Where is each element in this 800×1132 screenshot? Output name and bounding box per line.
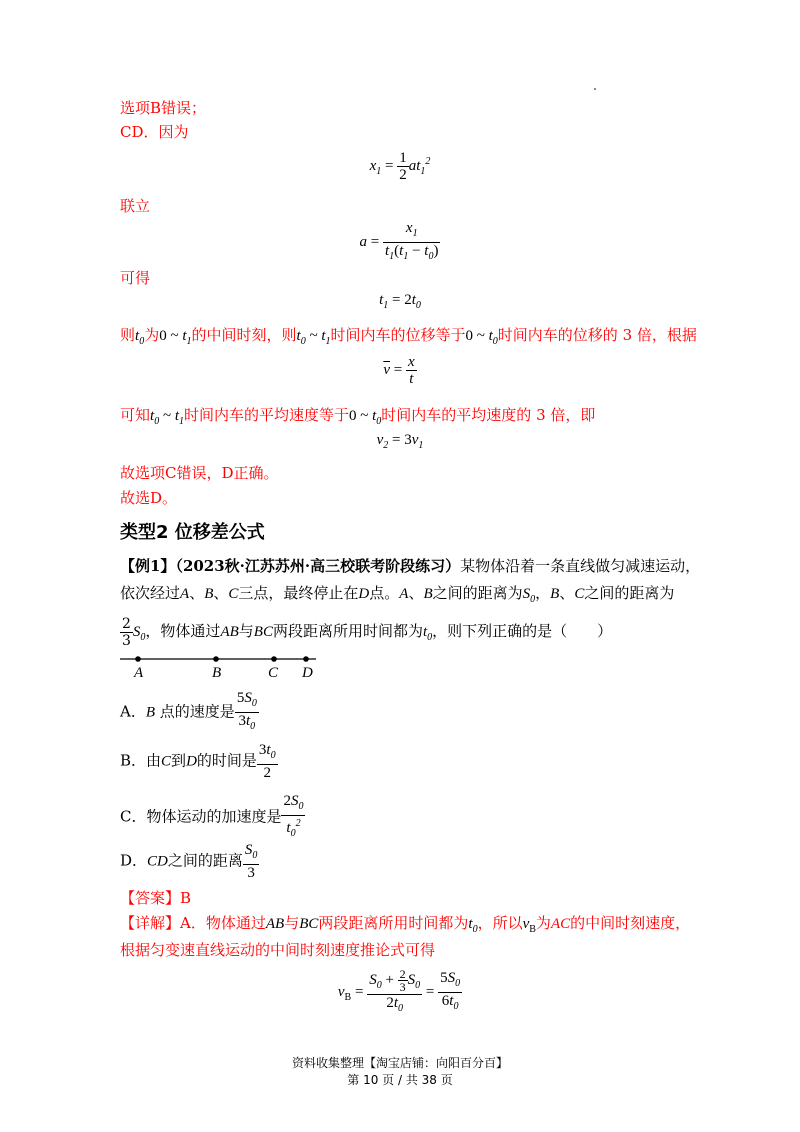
footer-page: 第 10 页 / 共 38 页 — [347, 1073, 453, 1087]
question-line: 依次经过A、B、C三点，最终停止在D点。A、B之间的距离为$S_0$，B、C之间的距离为 — [120, 584, 675, 605]
option-d[interactable]: D．CD之间的距离 $\frac{S_0}{3}$ — [120, 842, 258, 881]
equation-t1: $t_1 = 2t_0$ — [379, 292, 421, 311]
point-marker — [271, 656, 277, 662]
text-line: 故选D。 — [120, 489, 178, 507]
option-a[interactable]: A．B 点的速度是 $\frac{5S_0}{3t_0}$ — [120, 690, 257, 732]
section-heading: 类型2 位移差公式 — [120, 522, 265, 543]
point-label: D — [302, 665, 313, 680]
equation-x1: $x_1$ = $\frac{1}{2}$ $at_1^2$ — [369, 150, 431, 183]
explanation-line: 根据匀变速直线运动的中间时刻速度推论式可得 — [120, 941, 436, 959]
points-diagram — [118, 650, 328, 680]
point-label: B — [212, 665, 222, 680]
question-line: 【例1】（2023秋·江苏苏州·高三校联考阶段练习）某物体沿着一条直线做匀减速运动， — [120, 557, 701, 575]
option-b[interactable]: B．由C到D的时间是 $\frac{3t_0}{2}$ — [120, 742, 276, 781]
question-line: $\frac{2}{3}$ $S_0$，物体通过AB与BC两段距离所用时间都为$t_0$，则下列正确的是（ ） — [122, 615, 613, 649]
point-marker — [135, 656, 141, 662]
text-line: 则$t_0$为0 ~ $t_1$的中间时刻，则$t_0$ ~ $t_1$时间内车的位移等于0 ~ $t_0$时间内车的位移的 3 倍，根据 — [120, 326, 697, 347]
text-line: CD．因为 — [120, 123, 189, 141]
answer-line: 【答案】B — [120, 889, 192, 907]
text-line: 可得 — [120, 269, 151, 287]
text-line: 可知$t_0$ ~ $t_1$时间内车的平均速度等于0 ~ $t_0$时间内车的平均速度的 3 倍，即 — [120, 406, 596, 427]
equation-vbar: $\overline{v}$ = $\frac{x}{t}$ — [383, 354, 415, 387]
scan-dot — [594, 88, 596, 90]
point-label: A — [134, 665, 144, 680]
text-line: 选项B错误； — [120, 99, 207, 117]
equation-vb: $v_B$ = $S_0$ + $\frac{2}{3}$ $S_0$ $2t_0$ = $\frac{5S_0}{6t_0}$ — [337, 967, 461, 1014]
explanation-line: 【详解】A．物体通过AB与BC两段距离所用时间都为$t_0$，所以$v_B$为AC的中间时刻速度， — [120, 914, 691, 935]
text-line: 故选项C错误，D正确。 — [120, 464, 279, 482]
option-c[interactable]: C．物体运动的加速度是 $\frac{2S_0}{t_0^2}$ — [120, 793, 304, 839]
equation-v2: $v_2 = 3v_1$ — [376, 432, 424, 451]
point-marker — [213, 656, 219, 662]
text-line: 联立 — [120, 197, 151, 215]
point-marker — [303, 656, 309, 662]
point-label: C — [268, 665, 279, 680]
footer-source: 资料收集整理【淘宝店铺：向阳百分百】 — [291, 1056, 508, 1070]
equation-a: a = $\frac{x_1}{t_1(t_1 - t_0)}$ — [359, 220, 439, 262]
